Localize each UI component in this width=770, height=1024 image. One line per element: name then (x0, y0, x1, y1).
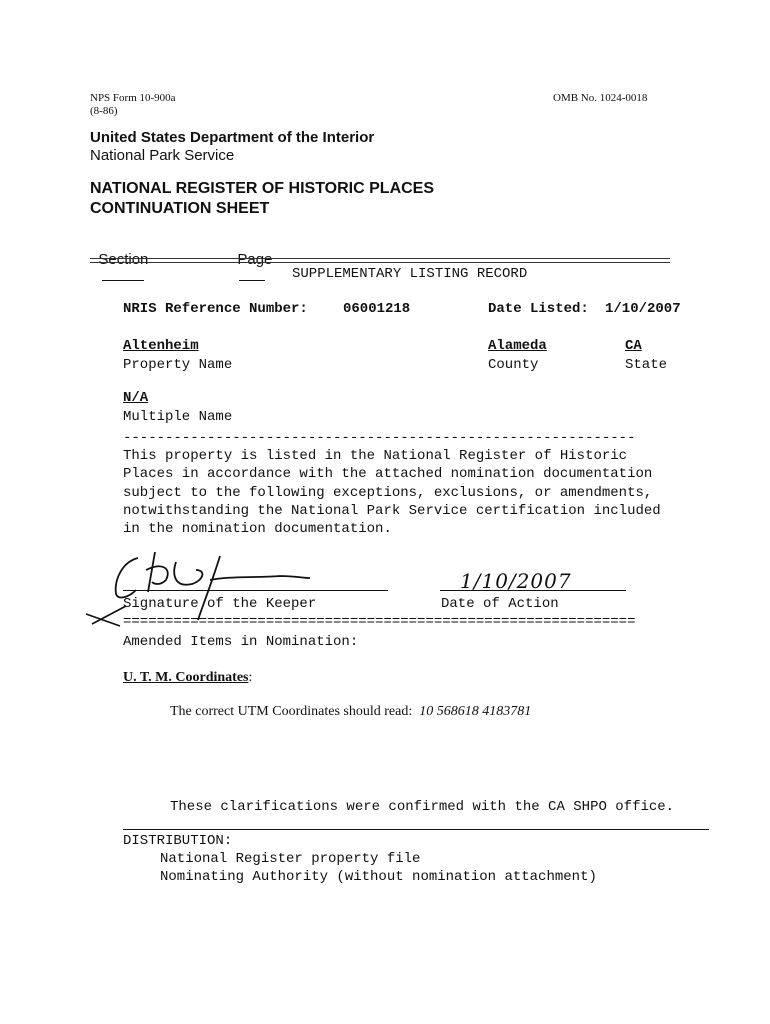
distribution-divider (123, 829, 709, 830)
date-line (440, 590, 626, 591)
nris-value: 06001218 (343, 301, 411, 317)
utm-value: 10 568618 4183781 (419, 704, 532, 719)
utm-heading (123, 670, 252, 686)
property-name-label: Property Name (123, 357, 233, 373)
page-label: Page (237, 251, 273, 268)
signature-line (123, 590, 388, 591)
department-name: United States Department of the Interior (90, 129, 375, 146)
utm-heading-text: U. T. M. Coordinates (123, 670, 249, 685)
county-value: Alameda (488, 338, 547, 354)
record-title: SUPPLEMENTARY LISTING RECORD (292, 266, 528, 282)
page-blank (239, 268, 265, 281)
county-label: County (488, 357, 539, 373)
form-revision: (8-86) (90, 105, 118, 117)
multiple-name-value: N/A (123, 390, 149, 406)
utm-statement (170, 704, 531, 720)
property-name-value: Altenheim (123, 338, 199, 354)
nris-label: NRIS Reference Number: (123, 301, 308, 317)
date-of-action-label: Date of Action (441, 596, 559, 612)
amended-items-label: Amended Items in Nomination: (123, 634, 359, 650)
distribution-item: National Register property file (160, 851, 421, 867)
dashed-divider: ------------------------------------------------------------- (123, 430, 636, 446)
header-divider (90, 258, 670, 263)
page-title-line1: NATIONAL REGISTER OF HISTORIC PLACES (90, 180, 435, 197)
distribution-label: DISTRIBUTION: (123, 833, 233, 849)
form-number: NPS Form 10-900a (90, 92, 176, 104)
action-date-handwritten: 1/10/2007 (460, 569, 572, 593)
signature-label: Signature of the Keeper (123, 596, 317, 612)
omb-number: OMB No. 1024-0018 (553, 92, 648, 104)
statement-line: notwithstanding the National Park Service certification included (123, 503, 661, 519)
utm-text: The correct UTM Coordinates should read: (170, 704, 413, 719)
date-listed-value: 1/10/2007 (605, 301, 681, 317)
equals-divider: ============================================================= (123, 614, 636, 630)
statement-line: Places in accordance with the attached nomination documentation (123, 466, 653, 482)
multiple-name-label: Multiple Name (123, 409, 233, 425)
section-blank (102, 268, 144, 281)
section-label: Section (98, 251, 149, 268)
clarification-note: These clarifications were confirmed with the CA SHPO office. (170, 799, 675, 815)
state-label: State (625, 357, 668, 373)
date-listed-label: Date Listed: (488, 301, 589, 317)
bureau-name: National Park Service (90, 147, 235, 164)
page-title-line2: CONTINUATION SHEET (90, 200, 270, 217)
statement-line: subject to the following exceptions, exclusions, or amendments, (123, 485, 653, 501)
utm-heading-colon: : (248, 670, 253, 685)
state-value: CA (625, 338, 642, 354)
statement-line: in the nomination documentation. (123, 521, 392, 537)
distribution-item: Nominating Authority (without nomination attachment) (160, 869, 597, 885)
statement-line: This property is listed in the National Register of Historic (123, 448, 628, 464)
